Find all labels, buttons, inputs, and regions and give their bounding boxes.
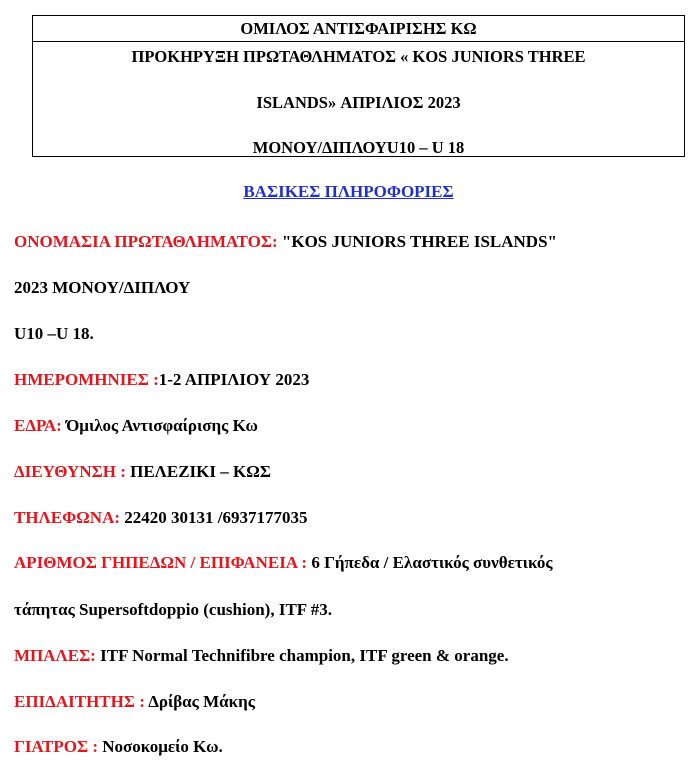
- balls-row: [14, 646, 509, 666]
- section-title[interactable]: ΒΑΣΙΚΕΣ ΠΛΗΡΟΦΟΡΙΕΣ: [243, 182, 454, 201]
- dates-value: 1-2 ΑΠΡΙΛΙΟΥ 2023: [158, 370, 310, 389]
- supervisor-value: Δρίβας Μάκης: [144, 692, 255, 711]
- championship-name-cont-2: U10 –U 18.: [14, 324, 94, 343]
- courts-cont: τάπητας Supersoftdoppio (cushion), ITF #3.: [14, 600, 333, 619]
- courts-row: [14, 553, 553, 573]
- supervisor-row: [14, 692, 255, 712]
- championship-name-cont-1: 2023 ΜΟΝΟΥ/ΔΙΠΛΟΥ: [14, 278, 191, 297]
- title-line-1: ΠΡΟΚΗΡΥΞΗ ΠΡΩΤΑΘΛΗΜΑΤΟΣ « KOS JUNIORS THREE: [131, 47, 586, 66]
- championship-name-label: ΟΝΟΜΑΣΙΑ ΠΡΩΤΑΘΛΗΜΑΤΟΣ:: [14, 232, 278, 251]
- phones-label: ΤΗΛΕΦΩΝΑ:: [14, 508, 121, 527]
- address-value: ΠΕΛΕΖΙΚΙ – ΚΩΣ: [125, 462, 271, 481]
- supervisor-label: ΕΠΙΔΑΙΤΗΤΗΣ :: [14, 692, 145, 711]
- balls-label: ΜΠΑΛΕΣ:: [14, 646, 96, 665]
- dates-row: [14, 370, 309, 390]
- doctor-label: ΓΙΑΤΡΟΣ :: [14, 737, 99, 756]
- seat-value: Όμιλος Αντισφαίρισης Κω: [61, 416, 258, 435]
- address-label: ΔΙΕΥΘΥΝΣΗ :: [14, 462, 126, 481]
- phones-row: [14, 508, 308, 528]
- doctor-row: [14, 737, 223, 757]
- doctor-value: Νοσοκομείο Κω.: [98, 737, 223, 756]
- championship-name-row: [14, 232, 557, 252]
- seat-row: [14, 416, 258, 436]
- title-line-3: ΜΟΝΟΥ/ΔΙΠΛΟΥU10 – U 18: [252, 138, 465, 157]
- title-line-2: ISLANDS» ΑΠΡΙΛΙΟΣ 2023: [256, 93, 461, 112]
- courts-value: 6 Γήπεδα / Ελαστικός συνθετικός: [307, 553, 553, 572]
- header-box: [32, 15, 685, 157]
- dates-label: ΗΜΕΡΟΜΗΝΙΕΣ :: [14, 370, 159, 389]
- seat-label: ΕΔΡΑ:: [14, 416, 62, 435]
- balls-value: ITF Normal Technifibre champion, ITF green & orange.: [95, 646, 509, 665]
- address-row: [14, 462, 271, 482]
- championship-name-value: "KOS JUNIORS THREE ISLANDS": [277, 232, 557, 251]
- club-name: ΟΜΙΛΟΣ ΑΝΤΙΣΦΑΙΡΙΣΗΣ ΚΩ: [33, 16, 684, 42]
- phones-value: 22420 30131 /6937177035: [120, 508, 308, 527]
- courts-label: ΑΡΙΘΜΟΣ ΓΗΠΕΔΩΝ / ΕΠΙΦΑΝΕΙΑ :: [14, 553, 308, 572]
